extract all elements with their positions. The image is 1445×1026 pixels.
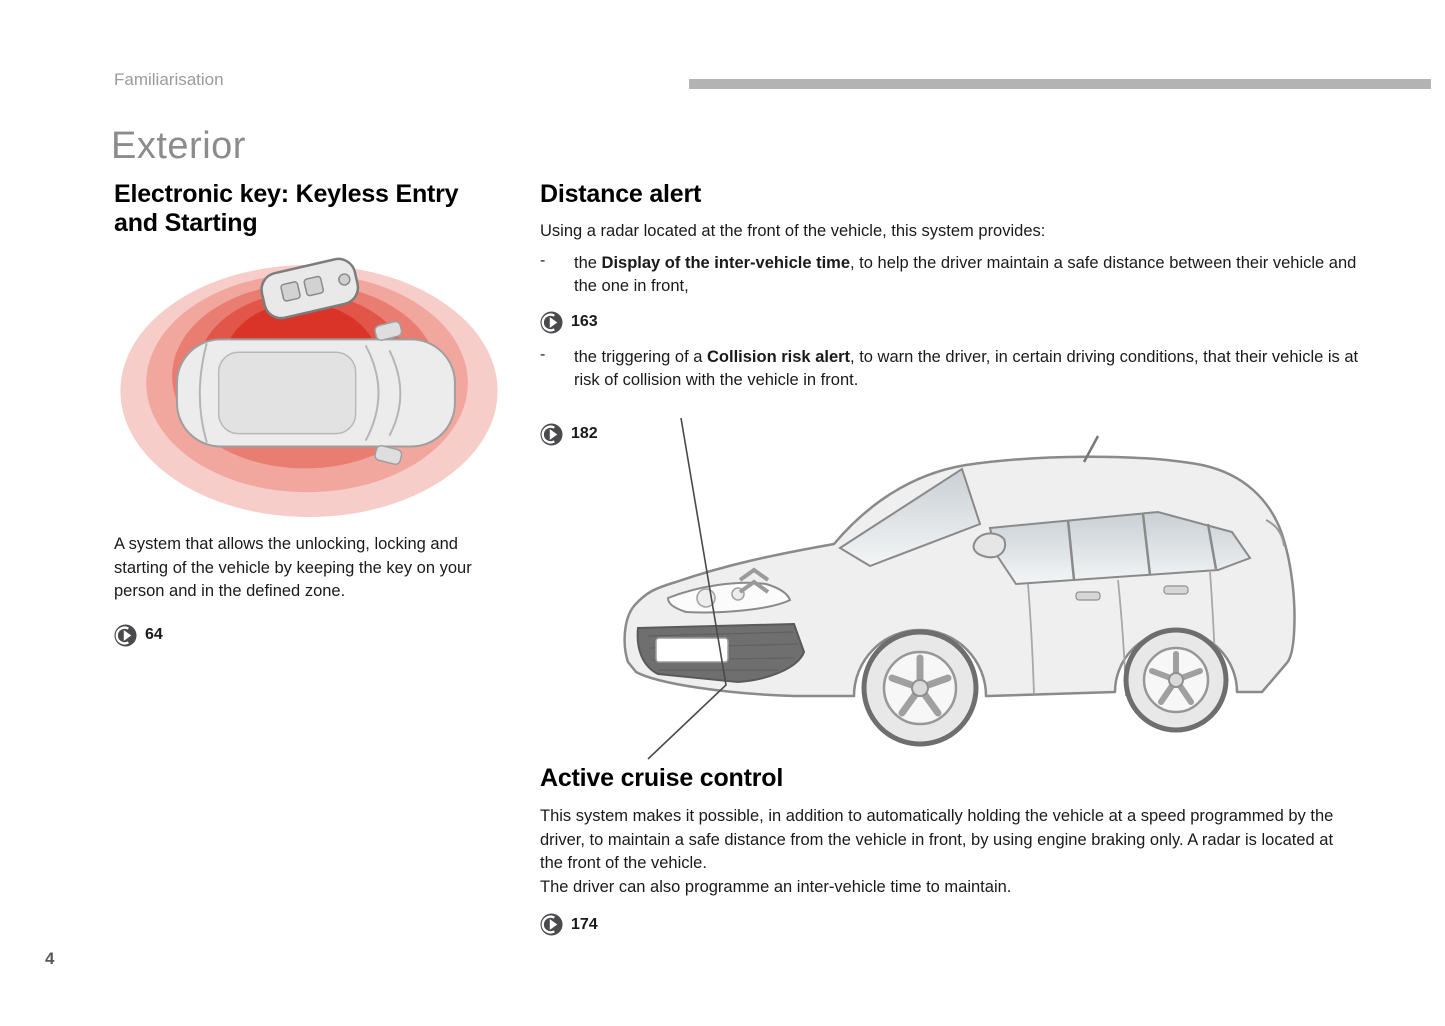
page-title: Exterior bbox=[111, 125, 246, 167]
page-number: 4 bbox=[45, 949, 55, 968]
page-reference-174 bbox=[540, 913, 1352, 936]
distance-alert-intro: Using a radar located at the front of the vehicle, this system provides: bbox=[540, 222, 1046, 240]
chapter-label: Familiarisation bbox=[114, 70, 224, 89]
bullet-dash: - bbox=[540, 251, 546, 269]
front-wheel bbox=[864, 632, 976, 744]
page-reference-64 bbox=[114, 624, 516, 647]
page-reference-number: 182 bbox=[571, 425, 598, 443]
car-front-svg bbox=[598, 412, 1340, 768]
chapter-rule-bar bbox=[689, 79, 1431, 89]
keyless-zone-svg bbox=[114, 252, 504, 520]
bullet-collision-risk-alert bbox=[540, 346, 1378, 393]
bullet-text: the triggering of a Collision risk alert, to warn the driver, in certain driving conditions, that their vehicle is at risk of collision with the vehicle in front. bbox=[574, 347, 1359, 390]
license-plate bbox=[656, 638, 728, 662]
active-cruise-control-body-2: The driver can also programme an inter-vehicle time to maintain. bbox=[540, 877, 1012, 896]
side-mirror bbox=[974, 533, 1005, 557]
see-page-icon bbox=[540, 913, 563, 936]
page-reference-number: 163 bbox=[571, 313, 598, 331]
see-page-icon bbox=[540, 311, 563, 334]
active-cruise-control-body: This system makes it possible, in addition to automatically holding the vehicle at a speed programmed by the driver, to maintain a safe distance from the vehicle in front, by using engine braking only. A radar is located at the front of the vehicle. bbox=[540, 807, 1334, 873]
keyless-zone-illustration bbox=[114, 252, 504, 520]
bullet-text: the Display of the inter-vehicle time, to help the driver maintain a safe distance between their vehicle and the one in front, bbox=[574, 253, 1357, 296]
rear-wheel bbox=[1126, 630, 1226, 730]
bullet-dash: - bbox=[540, 345, 546, 363]
car-top-view bbox=[177, 321, 455, 466]
page-reference-number: 64 bbox=[145, 626, 163, 644]
keyless-entry-section bbox=[114, 180, 516, 647]
distance-alert-section bbox=[540, 180, 1378, 446]
page-reference-163 bbox=[540, 311, 1378, 334]
keyless-description: A system that allows the unlocking, locking and starting of the vehicle by keeping the key on your person and in the defined zone. bbox=[114, 535, 472, 601]
car-front-illustration bbox=[598, 412, 1340, 768]
see-page-icon bbox=[114, 624, 137, 647]
keyless-heading: Electronic key: Keyless Entry and Starting bbox=[114, 180, 459, 237]
see-page-icon bbox=[540, 423, 563, 446]
bullet-inter-vehicle-time bbox=[540, 252, 1378, 299]
distance-alert-heading: Distance alert bbox=[540, 180, 702, 208]
active-cruise-control-section bbox=[540, 764, 1352, 936]
active-cruise-control-heading: Active cruise control bbox=[540, 764, 784, 792]
page-reference-number: 174 bbox=[571, 915, 598, 933]
